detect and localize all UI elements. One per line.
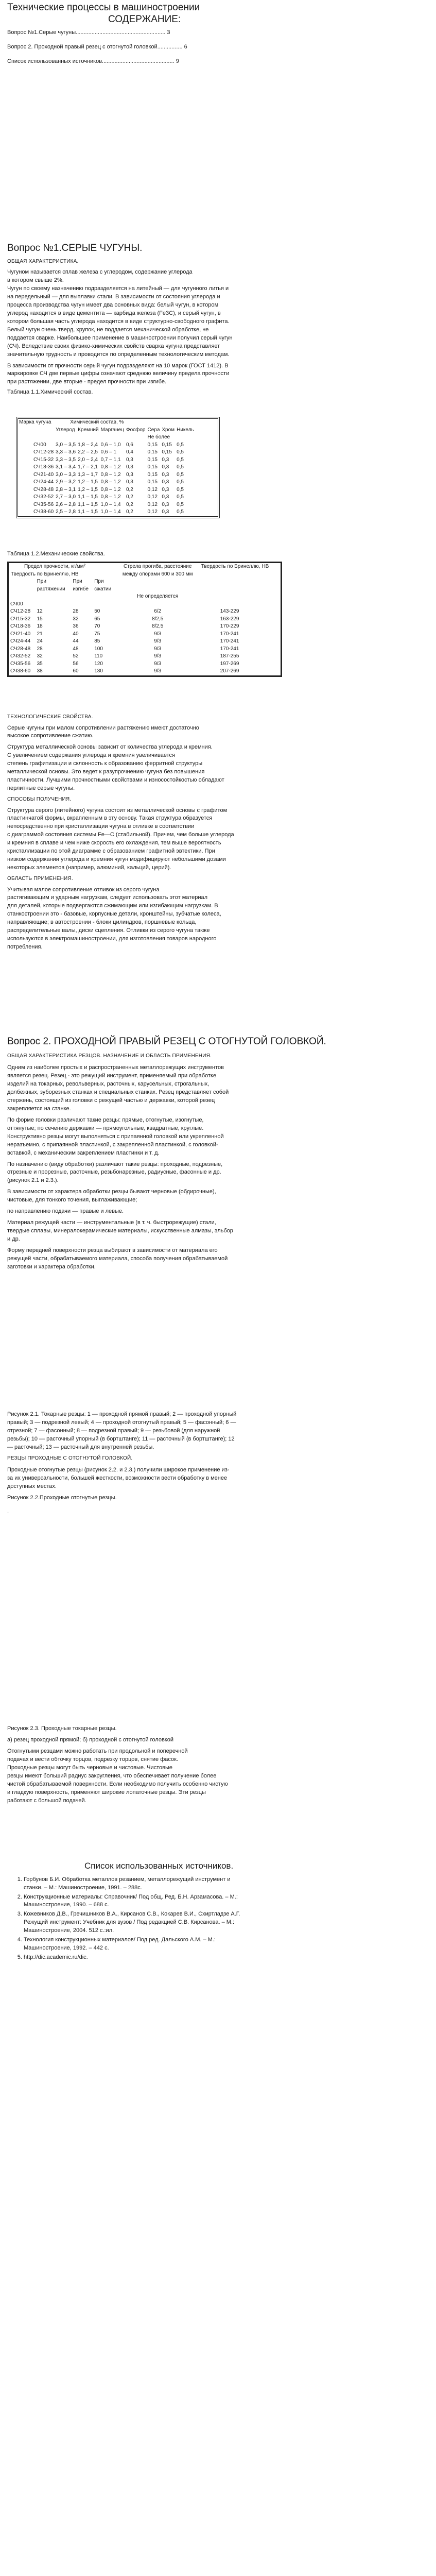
table-cell: 187-255 (220, 653, 239, 659)
subsection-label: СПОСОБЫ ПОЛУЧЕНИЯ. (7, 796, 72, 802)
table-cell: 9/3 (154, 668, 162, 674)
table-row (9, 623, 281, 631)
table-row (18, 479, 195, 486)
table-cell: 1,1 – 1,5 (78, 501, 98, 507)
figure-caption: Рисунок 2.3. Проходные токарные резцы. (7, 1725, 117, 1732)
table-cell: СЧ28-48 (33, 486, 54, 493)
table-row (9, 646, 281, 653)
table-cell: 36 (73, 623, 79, 629)
table-cell: 9/3 (154, 646, 162, 652)
table-row (9, 616, 281, 623)
table-cell: 28 (37, 646, 43, 652)
table-cell: Не определяется (137, 594, 179, 599)
references-heading: Список использованных источников. (84, 1861, 234, 1871)
paragraph: В зависимости от характера обработки резцы бывают черновые (обдирочные), чистовые, для тонкого точения, выглаживающие; (7, 1189, 216, 1204)
table-cell: 0,3 (126, 479, 133, 485)
table-cell: 1,3 – 1,7 (78, 471, 98, 478)
table-cell: 0,3 (126, 464, 133, 470)
table-cell: 0,8 – 1,2 (100, 471, 121, 478)
table-cell: СЧ15-32 (33, 456, 54, 463)
table-cell: 1,8 – 2,4 (78, 442, 98, 448)
table-row (9, 660, 281, 668)
table-cell: 0,3 (162, 494, 169, 500)
table-cell: СЧ35-56 (10, 660, 31, 667)
table-cell: 170-241 (220, 646, 239, 652)
table-cell: 38 (37, 668, 43, 674)
paragraph: По назначению (виду обработки) различают такие резцы: проходные, подрезные, отрезные и прорезные, расточные, резьбонарезные, радиусные, фасонные и др. (рисунок 2.1 и 2.3.). (7, 1161, 223, 1184)
table-cell: 0,6 (126, 442, 133, 448)
table-column-header: Фосфор (126, 427, 146, 433)
table-cell: СЧ15-32 (10, 616, 31, 622)
table-cell: 35 (37, 660, 43, 667)
paragraph: По форме головки различают такие резцы: прямые, отогнутые, изогнутые, оттянутые; по сечению державки — прямоугольные, квадратные, круглые. Конструктивно резцы могут выполняться с припаянной головкой или укрепленной неразъемно, с припаянной пластинкой, с закрепленной пластинкой, с головкой- вставкой, с механическим закреплением пластинки и т. д. (7, 1116, 224, 1156)
table-header: Марка чугуна (19, 419, 51, 425)
table-cell: 0,3 (126, 471, 133, 478)
toc-entry[interactable]: Список использованных источников.............................................. 9 (7, 58, 179, 64)
table-cell: 0,12 (147, 501, 158, 507)
table-header: Твердость по Бринеллю, НB (201, 564, 269, 569)
table-row (18, 456, 195, 464)
figure-caption: Рисунок 2.1. Токарные резцы: 1 — проходной прямой правый; 2 — проходной упорный правый; 3 — подрезной левый; 4 — проходной отогнутый правый; 5 — фасонный; 6 — отрезной; 7 — фасонный; 8 — подрезной правый; 9 — резьбовой (для наружной резьбы); 10 — расточный упорный (в бортштанге); 11 — расточный (в бортштанге); 12 — расточный; 13 — расточный для внутренней резьбы. (7, 1411, 237, 1450)
section-heading: Вопрос 2. ПРОХОДНОЙ ПРАВЫЙ РЕЗЕЦ С ОТОГНУТОЙ ГОЛОВКОЙ. (7, 1036, 326, 1047)
paragraph: Структура металлической основы зависит от количества углерода и кремния. С увеличением содержания углерода и кремния увеличивается степень графитизации и склонность к образованию ферритной структуры металлической основы. Это ведет к разупрочнению чугуна без повышения пластичности. Лучшими прочностными свойствами и износостойкостью обладают перлитные серые чугуны. (7, 744, 224, 792)
table-row (18, 486, 195, 494)
table-cell: 0,12 (147, 509, 158, 515)
table-cell: 163-229 (220, 616, 239, 622)
table-row (18, 494, 195, 501)
reference-item: 2. Конструкционные материалы: Справочник/ Под общ. Ред. Б.Н. Арзамасова. – М.: Машиностроение, 1990. – 688 с. (24, 1893, 429, 1910)
table-row (18, 501, 195, 509)
table-of-contents (7, 25, 429, 70)
table-header: Стрела прогиба, расстояние между опорами 600 и 300 мм (122, 564, 193, 577)
table-cell: 60 (73, 668, 79, 674)
table-cell: 0,15 (147, 442, 158, 448)
table-cell: 0,2 (126, 501, 133, 507)
table-cell: 110 (94, 653, 103, 659)
table-cell: 0,3 (162, 471, 169, 478)
table-column-header: Сера (147, 427, 160, 433)
table-cell: 44 (73, 638, 79, 644)
table-cell: 32 (37, 653, 43, 659)
table-cell: 0,5 (177, 464, 184, 470)
paragraph: Учитывая малое сопротивление отливок из серого чугуна растягивающим и ударным нагрузкам, следует использовать этот материал для деталей, которые подвергаются сжимающим или изгибающим нагрузкам. В станкостроении это - базовые, корпусные детали, кронштейны, зубчатые колеса, направляющие; в автостроении - блоки цилиндров, поршневые кольца, распределительные валы, диски сцепления. Отливки из серого чугуна также используются в электромашиностроении, для изготовления товаров народного потребления. (7, 886, 221, 951)
subsection-label: ОБЛАСТЬ ПРИМЕНЕНИЯ. (7, 876, 73, 882)
table-column-header: Кремний (78, 427, 99, 433)
table-cell: 0,5 (177, 509, 184, 515)
toc-entry[interactable]: Вопрос 2. Проходной правый резец с отогнутой головкой................ 6 (7, 43, 187, 50)
table-cell: 0,15 (162, 449, 172, 455)
table-cell: 9/3 (154, 631, 162, 637)
table-cell: 1,1 – 1,5 (78, 509, 98, 515)
table-row (9, 653, 281, 660)
table-cell: СЧ24-44 (10, 638, 31, 644)
table-cell: 0,8 – 1,2 (100, 494, 121, 500)
table-cell: 52 (73, 653, 79, 659)
table-cell: СЧ32-52 (33, 494, 54, 500)
table-cell: 0,5 (177, 471, 184, 478)
table-cell: СЧ18-36 (10, 623, 31, 629)
table-cell: СЧ12-28 (10, 608, 31, 614)
table-row (9, 608, 281, 616)
table-cell: СЧ32-52 (10, 653, 31, 659)
table-cell (93, 601, 115, 608)
table-header: Химический состав, % (70, 419, 124, 425)
reference-item: 5. http://dic.academic.ru/dic. (24, 1954, 429, 1962)
table-column-header: Углерод (56, 427, 75, 433)
paragraph: Чугуном называется сплав железа с углеродом, содержание углерода в котором свыше 2%. (7, 269, 193, 284)
table-cell: СЧ00 (33, 442, 46, 448)
references-list (7, 1876, 429, 1962)
table-note: Не более (147, 434, 170, 440)
table-cell: 0,15 (147, 479, 158, 485)
table-cell: 21 (37, 631, 43, 637)
table-cell: 0,3 (162, 501, 169, 507)
table-cell: 0,2 (126, 494, 133, 500)
table-cell: 3,3 – 3,5 (56, 456, 76, 463)
section-heading: Вопрос №1.СЕРЫЕ ЧУГУНЫ. (7, 243, 143, 253)
table-cell: 0,2 (126, 486, 133, 493)
table-cell: 0,2 (126, 509, 133, 515)
paragraph: Материал режущей части — инструментальные (в т. ч. быстрорежущие) стали, твердые сплавы, минералокерамические материалы, искусственные алмазы, эльбор и др. (7, 1219, 233, 1242)
table-cell: СЧ12-28 (33, 449, 54, 455)
table-cell: 9/3 (154, 660, 162, 667)
table-cell: 0,15 (147, 464, 158, 470)
table-cell: 2,6 – 2,8 (56, 501, 76, 507)
table-cell: 0,6 – 1,0 (100, 442, 121, 448)
table-cell: 2,7 – 3,0 (56, 494, 76, 500)
table-cell: 0,5 (177, 494, 184, 500)
table-cell: 0,3 (126, 456, 133, 463)
table-cell: СЧ21-40 (10, 631, 31, 637)
table-cell: СЧ00 (10, 601, 23, 607)
table-cell: 1,7 – 2,1 (78, 464, 98, 470)
table-cell: 3,0 – 3,3 (56, 471, 76, 478)
table-cell: 1,0 – 1,4 (100, 501, 121, 507)
table-cell: СЧ38-60 (33, 509, 54, 515)
table-cell: 130 (94, 668, 103, 674)
table-cell: 15 (37, 616, 43, 622)
table-row (18, 449, 195, 456)
table-cell: 6/2 (154, 608, 162, 614)
table-cell: 2,9 – 3,2 (56, 479, 76, 485)
table-column-header: Хром (162, 427, 175, 433)
subsection-label: РЕЗЦЫ ПРОХОДНЫЕ С ОТОГНУТОЙ ГОЛОВКОЙ. (7, 1455, 133, 1461)
table-cell: 0,3 (162, 509, 169, 515)
subsection-label: ОБЩАЯ ХАРАКТЕРИСТИКА РЕЗЦОВ. НАЗНАЧЕНИЕ И ОБЛАСТЬ ПРИМЕНЕНИЯ. (7, 1053, 212, 1059)
table-cell: 0,5 (177, 442, 184, 448)
table-cell: 0,8 – 1,2 (100, 479, 121, 485)
table-cell: 70 (94, 623, 100, 629)
table-cell: 2,8 – 3,1 (56, 486, 76, 493)
table-cell: 0,5 (177, 456, 184, 463)
table-row (9, 601, 281, 608)
table-cell: 0,12 (147, 494, 158, 500)
toc-entry[interactable]: Вопрос №1.Серые чугуны......................................................... 3 (7, 29, 170, 36)
paragraph: Одним из наиболее простых и распространенных металлорежущих инструментов является резец. Резец - это режущий инструмент, применяемый при обработке изделий на токарных, револьверных, расточных, карусельных, строгальных, долбежных, зуборезных станках и специальных станках. Резец представляет собой стержень, состоящий из головки с режущей частью и державки, которой резец закрепляется на станке. (7, 1064, 229, 1112)
table-cell: СЧ28-48 (10, 646, 31, 652)
table-cell: 2,2 – 2,5 (78, 449, 98, 455)
table-cell: 0,15 (147, 456, 158, 463)
table-cell: 48 (73, 646, 79, 652)
figure-caption: Рисунок 2.2.Проходные отогнутые резцы. (7, 1495, 117, 1501)
table-header: При изгибе (73, 579, 89, 592)
table-column-header: Никель (177, 427, 194, 433)
table-row (18, 464, 195, 471)
table-cell: 0,3 (162, 479, 169, 485)
table-cell: 3,1 – 3,4 (56, 464, 76, 470)
table-cell: 24 (37, 638, 43, 644)
table-cell: 12 (37, 608, 43, 614)
table-cell: 0,5 (177, 501, 184, 507)
table-header: При сжатии (94, 579, 112, 592)
table-cell: 1,1 – 1,5 (78, 494, 98, 500)
table-row (18, 442, 195, 449)
table-cell: 75 (94, 631, 100, 637)
table-cell: 0,5 (177, 479, 184, 485)
table-cell: 8/2,5 (152, 623, 164, 629)
table-cell: СЧ38-60 (10, 668, 31, 674)
table-cell: СЧ24-44 (33, 479, 54, 485)
table-cell: 0,8 – 1,2 (100, 464, 121, 470)
table-cell: 197-269 (220, 660, 239, 667)
figure-caption: а) резец проходной прямой; б) проходной с отогнутой головкой (7, 1736, 173, 1743)
table-cell: 9/3 (154, 653, 162, 659)
paragraph: . (7, 1507, 9, 1514)
table-column-header: Марганец (100, 427, 124, 433)
table-cell: 0,15 (147, 449, 158, 455)
table-cell: 40 (73, 631, 79, 637)
table-cell: 8/2,5 (152, 616, 164, 622)
table-cell: 0,15 (162, 442, 172, 448)
table-caption: Таблица 1.1.Химический состав. (7, 389, 93, 396)
table-header: Твердость по Бринеллю, НB (11, 571, 79, 577)
table-cell: 0,15 (147, 471, 158, 478)
table-cell: 3,0 – 3,5 (56, 442, 76, 448)
table-cell: 9/3 (154, 638, 162, 644)
table-cell: 120 (94, 660, 103, 667)
reference-item: 4. Технология конструкционных материалов/ Под ред. Дальского А.М. – М.: Машиностроение, 1992. – 442 с. (24, 1936, 429, 1953)
paragraph: В зависимости от прочности серый чугун подразделяют на 10 марок (ГОСТ 1412). В маркировке СЧ две первые цифры означают среднюю величину предела прочности при растяжении, две вторые - предел прочности при изгибе. (7, 362, 230, 385)
table-cell: 100 (94, 646, 103, 652)
table-cell: СЧ21-40 (33, 471, 54, 478)
table-cell: 65 (94, 616, 100, 622)
table-cell: 0,3 (162, 486, 169, 493)
table-row (9, 668, 281, 675)
table-cell: 170-241 (220, 631, 239, 637)
table-cell: 1,2 – 1,5 (78, 486, 98, 493)
table-row (9, 638, 281, 646)
table-cell: 170-229 (220, 623, 239, 629)
table-cell: 28 (73, 608, 79, 614)
paragraph: Отогнутыми резцами можно работать при продольной и поперечной подачах и вести обточку торцов, подрезку торцов, снятие фасок. Проходные резцы могут быть черновые и чистовые. Чистовые резцы имеют больший радиус закругления, что обеспечивает получение более чистой обрабатываемой поверхности. Если необходимо получить особенно чистую и гладкую поверхность, применяют широкие лопаточные резцы. Эти резцы работают с большой подачей. (7, 1748, 228, 1804)
table-row (18, 509, 195, 516)
table-cell: 85 (94, 638, 100, 644)
table-cell: 0,3 (162, 456, 169, 463)
reference-item: 3. Кожевников Д.В., Гречишников В.А., Кирсанов С.В., Кокарев В.И., Схиртладзе А.Г. Режущий инструмент: Учебник для вузов / Под редакцией С.В. Кирсанова. – М.: Машиностроение, 2004. 512 с.:ил. (24, 1910, 429, 1935)
paragraph: по направлению подачи — правые и левые. (7, 1208, 124, 1215)
paragraph: Проходные отогнутые резцы (рисунок 2.2. и 2.3.) получили широкое применение из- за их универсальности, большей жесткости, возможности вести обработку в менее доступных местах. (7, 1467, 230, 1490)
table-cell (116, 601, 200, 608)
table-cell: СЧ35-56 (33, 501, 54, 507)
table-cell: 0,3 (162, 464, 169, 470)
chemical-composition-table (18, 418, 218, 517)
table-cell (71, 601, 93, 608)
reference-item: 1. Горбунов Б.И. Обработка металлов резанием, металлорежущий инструмент и станки. – М.: Машиностроение, 1991. – 288с. (24, 1876, 429, 1892)
table-cell: 1,0 – 1,4 (100, 509, 121, 515)
table-header: При растяжении (37, 579, 65, 592)
table-row (9, 631, 281, 638)
table-cell: 170-241 (220, 638, 239, 644)
table-cell: 18 (37, 623, 43, 629)
paragraph: Чугун по своему назначению подразделяется на литейный — для чугунного литья и на передельный — для выплавки стали. В зависимости от состояния углерода и процесса производства чугун имеет два основных вида: белый чугун, в котором углерод находится в виде цементита — карбида железа (Fe3C), и серый чугун, в котором большая часть углерода находится в виде структурно-свободного графита. Белый чугун очень тверд, хрупок, не поддается механической обработке, не поддается сварке. Наибольшее применение в машиностроении получил серый чугун (СЧ). Вследствие своих физико-химических свойств сварка чугуна представляет значительную трудность и проводится по определенным технологическим методам. (7, 285, 233, 358)
table-cell: 0,12 (147, 486, 158, 493)
table-cell: 0,8 – 1,2 (100, 486, 121, 493)
table-cell: 207-269 (220, 668, 239, 674)
paragraph: Структура серого (литейного) чугуна состоит из металлической основы с графитом пластинчатой формы, вкрапленным в эту основу. Такая структура образуется непосредственно при кристаллизации чугуна в отливке в соответствии с диаграммой состояния системы Fe—C (стабильной). Причем, чем больше углерода и кремния в сплаве и чем ниже скорость его охлаждения, тем выше вероятность кристаллизации по этой диаграмме с образованием графитной эвтектики. При низком содержании углерода и кремния чугун модифицируют небольшими дозами некоторых элементов (например, алюминий, кальций, церий). (7, 807, 234, 871)
table-cell: 1,2 – 1,5 (78, 479, 98, 485)
contents-heading: СОДЕРЖАНИЕ: (108, 13, 181, 25)
paragraph: Форму передней поверхности резца выбирают в зависимости от материала его режущей части, обрабатываемого материала, способа получения обрабатываемой заготовки и характера обработки. (7, 1247, 228, 1270)
table-cell: 2,5 – 2,8 (56, 509, 76, 515)
table-caption: Таблица 1.2.Механические свойства. (7, 551, 105, 557)
table-cell: 32 (73, 616, 79, 622)
table-cell: 0,4 (126, 449, 133, 455)
table-cell: 0,5 (177, 486, 184, 493)
table-row (18, 471, 195, 479)
table-cell: 3,3 – 3,6 (56, 449, 76, 455)
mechanical-properties-table (7, 562, 282, 677)
table-cell: 0,7 – 1,1 (100, 456, 121, 463)
table-cell (200, 601, 281, 608)
table-cell: 143-229 (220, 608, 239, 614)
subsection-label: ТЕХНОЛОГИЧЕСКИЕ СВОЙСТВА. (7, 714, 93, 720)
table-cell: 2,0 – 2,4 (78, 456, 98, 463)
table-cell: СЧ18-36 (33, 464, 54, 470)
paragraph: Серые чугуны при малом сопротивлении растяжению имеют достаточно высокое сопротивление сжатию. (7, 724, 199, 739)
table-cell: 0,6 – 1 (100, 449, 117, 455)
table-cell: 0,5 (177, 449, 184, 455)
table-cell: 50 (94, 608, 100, 614)
document-title: Технические процессы в машиностроении (7, 2, 200, 13)
table-cell: 56 (73, 660, 79, 667)
table-cell (36, 601, 72, 608)
subsection-label: ОБЩАЯ ХАРАКТЕРИСТИКА. (7, 258, 79, 264)
table-header: Предел прочности, кг/мм² (24, 564, 85, 569)
